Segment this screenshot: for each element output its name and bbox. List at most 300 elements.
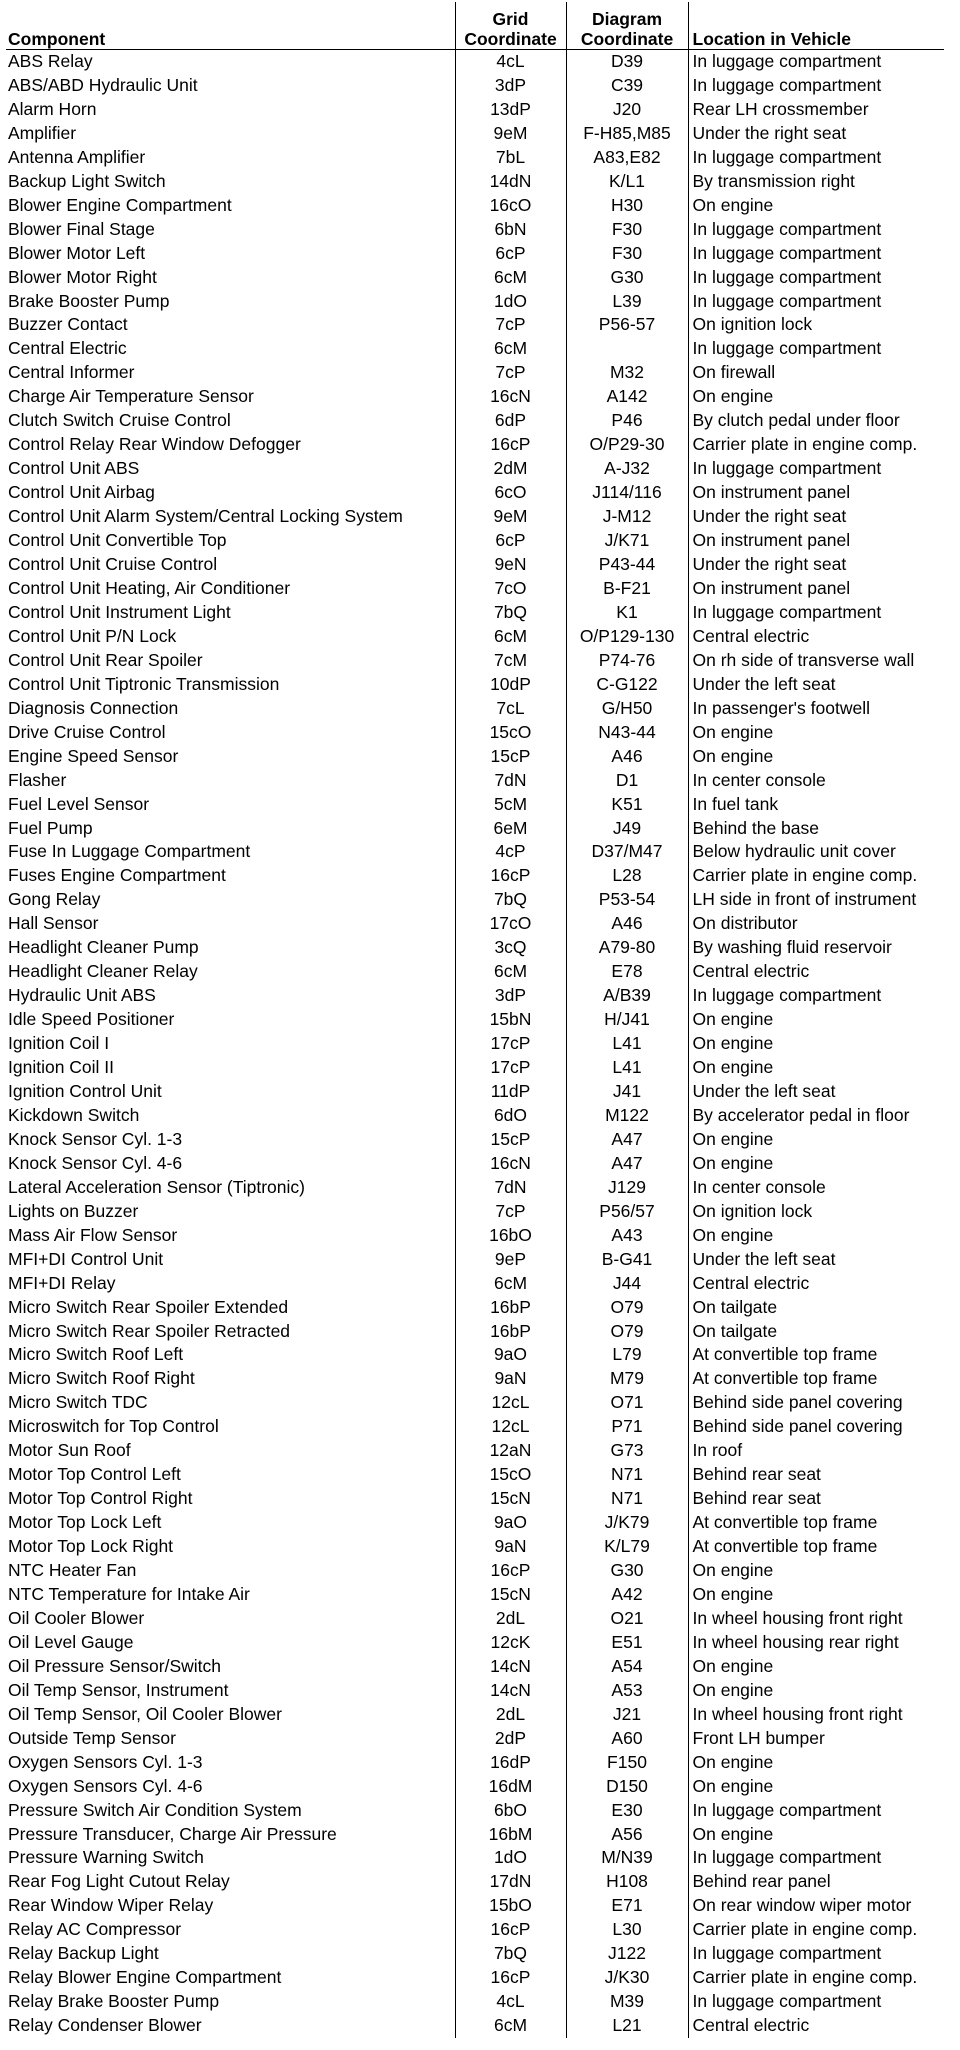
component-cell: Fuel Level Sensor: [8, 793, 150, 814]
table-row: [6, 242, 944, 266]
grid-coordinate-cell: 1dO: [455, 290, 566, 314]
component-cell: Relay Backup Light: [8, 1943, 159, 1964]
grid-coordinate-cell: 3dP: [455, 74, 566, 98]
location-cell: At convertible top frame: [688, 1511, 944, 1535]
table-row: [6, 1008, 944, 1032]
location-cell: Under the left seat: [688, 673, 944, 697]
table-row: [6, 1128, 944, 1152]
component-cell: Micro Switch TDC: [8, 1392, 148, 1413]
grid-coordinate-cell: 17cP: [455, 1056, 566, 1080]
table-row: [6, 1751, 944, 1775]
component-cell: Rear Window Wiper Relay: [8, 1895, 214, 1916]
location-cell: Central electric: [688, 2014, 944, 2038]
diagram-coordinate-cell: N71: [566, 1463, 688, 1487]
diagram-coordinate-cell: A43: [566, 1224, 688, 1248]
table-row: [6, 1463, 944, 1487]
location-cell: On engine: [688, 1751, 944, 1775]
table-row: [6, 840, 944, 864]
grid-coordinate-cell: 17cO: [455, 912, 566, 936]
diagram-coordinate-cell: K/L79: [566, 1535, 688, 1559]
grid-coordinate-cell: 6cP: [455, 242, 566, 266]
location-cell: On engine: [688, 1655, 944, 1679]
component-cell: Backup Light Switch: [8, 170, 166, 191]
grid-coordinate-cell: 17cP: [455, 1032, 566, 1056]
table-row: [6, 433, 944, 457]
location-cell: By washing fluid reservoir: [688, 936, 944, 960]
location-cell: In roof: [688, 1439, 944, 1463]
diagram-coordinate-cell: L39: [566, 290, 688, 314]
grid-coordinate-cell: 16cP: [455, 864, 566, 888]
table-row: [6, 769, 944, 793]
location-cell: On rear window wiper motor: [688, 1894, 944, 1918]
component-cell: ABS Relay: [8, 51, 93, 71]
component-cell: Microswitch for Top Control: [8, 1416, 219, 1437]
grid-coordinate-cell: 15cP: [455, 1128, 566, 1152]
grid-coordinate-cell: 3cQ: [455, 936, 566, 960]
grid-coordinate-cell: 12cK: [455, 1631, 566, 1655]
grid-coordinate-cell: 6eM: [455, 817, 566, 841]
grid-coordinate-cell: 16dP: [455, 1751, 566, 1775]
diagram-coordinate-cell: L79: [566, 1343, 688, 1367]
diagram-coordinate-cell: L30: [566, 1918, 688, 1942]
diagram-coordinate-cell: P74-76: [566, 649, 688, 673]
component-cell: Buzzer Contact: [8, 314, 128, 335]
location-cell: By accelerator pedal in floor: [688, 1104, 944, 1128]
grid-coordinate-cell: 16bP: [455, 1320, 566, 1344]
grid-coordinate-cell: 16cP: [455, 1559, 566, 1583]
diagram-coordinate-cell: A/B39: [566, 984, 688, 1008]
grid-coordinate-cell: 7bQ: [455, 888, 566, 912]
table-row: [6, 1775, 944, 1799]
table-row: [6, 74, 944, 98]
component-cell: Knock Sensor Cyl. 4-6: [8, 1152, 183, 1173]
location-cell: In luggage compartment: [688, 601, 944, 625]
diagram-coordinate-cell: A53: [566, 1679, 688, 1703]
location-cell: In luggage compartment: [688, 1990, 944, 2014]
diagram-coordinate-cell: P46: [566, 409, 688, 433]
table-row: [6, 122, 944, 146]
component-cell: MFI+DI Control Unit: [8, 1248, 164, 1269]
grid-coordinate-cell: 2dP: [455, 1727, 566, 1751]
component-cell: Central Informer: [8, 362, 135, 383]
diagram-coordinate-cell: J/K30: [566, 1966, 688, 1990]
grid-coordinate-cell: 15cN: [455, 1583, 566, 1607]
diagram-coordinate-cell: H30: [566, 194, 688, 218]
location-cell: Carrier plate in engine comp.: [688, 433, 944, 457]
grid-coordinate-cell: 17dN: [455, 1870, 566, 1894]
location-cell: In luggage compartment: [688, 218, 944, 242]
diagram-coordinate-cell: J41: [566, 1080, 688, 1104]
table-row: [6, 1391, 944, 1415]
diagram-coordinate-cell: J20: [566, 98, 688, 122]
table-row: [6, 1559, 944, 1583]
grid-coordinate-cell: 7dN: [455, 769, 566, 793]
diagram-coordinate-cell: E71: [566, 1894, 688, 1918]
component-cell: Blower Engine Compartment: [8, 194, 232, 215]
location-cell: Behind rear seat: [688, 1463, 944, 1487]
grid-coordinate-cell: 7cL: [455, 697, 566, 721]
diagram-coordinate-cell: E51: [566, 1631, 688, 1655]
component-cell: Headlight Cleaner Pump: [8, 937, 199, 958]
header-diagram-coordinate: Diagram Coordinate: [566, 2, 688, 50]
component-cell: Relay Blower Engine Compartment: [8, 1967, 282, 1988]
component-cell: Oil Pressure Sensor/Switch: [8, 1655, 221, 1676]
grid-coordinate-cell: 11dP: [455, 1080, 566, 1104]
diagram-coordinate-cell: D37/M47: [566, 840, 688, 864]
component-cell: Hall Sensor: [8, 913, 99, 934]
component-cell: Control Unit Tiptronic Transmission: [8, 673, 280, 694]
diagram-coordinate-cell: A-J32: [566, 457, 688, 481]
table-row: [6, 1846, 944, 1870]
component-cell: Oil Temp Sensor, Instrument: [8, 1679, 229, 1700]
diagram-coordinate-cell: J122: [566, 1942, 688, 1966]
table-row: [6, 1248, 944, 1272]
table-row: [6, 793, 944, 817]
grid-coordinate-cell: 2dM: [455, 457, 566, 481]
grid-coordinate-cell: 9aN: [455, 1367, 566, 1391]
component-cell: Amplifier: [8, 122, 77, 143]
location-cell: On instrument panel: [688, 481, 944, 505]
table-row: [6, 553, 944, 577]
component-cell: Lateral Acceleration Sensor (Tiptronic): [8, 1176, 305, 1197]
grid-coordinate-cell: 14cN: [455, 1655, 566, 1679]
component-cell: Control Unit Cruise Control: [8, 554, 218, 575]
diagram-coordinate-cell: L21: [566, 2014, 688, 2038]
grid-coordinate-cell: 15cP: [455, 745, 566, 769]
location-cell: In wheel housing rear right: [688, 1631, 944, 1655]
table-row: [6, 1367, 944, 1391]
component-cell: Pressure Switch Air Condition System: [8, 1799, 302, 1820]
table-row: [6, 1870, 944, 1894]
grid-coordinate-cell: 6dP: [455, 409, 566, 433]
component-cell: Oxygen Sensors Cyl. 1-3: [8, 1751, 203, 1772]
grid-coordinate-cell: 10dP: [455, 673, 566, 697]
table-row: [6, 1727, 944, 1751]
table-row: [6, 721, 944, 745]
table-row: [6, 218, 944, 242]
grid-coordinate-cell: 14cN: [455, 1679, 566, 1703]
grid-coordinate-cell: 5cM: [455, 793, 566, 817]
location-cell: Central electric: [688, 625, 944, 649]
location-cell: On engine: [688, 385, 944, 409]
location-cell: On engine: [688, 1775, 944, 1799]
diagram-coordinate-cell: C39: [566, 74, 688, 98]
component-cell: Idle Speed Positioner: [8, 1009, 175, 1030]
table-row: [6, 170, 944, 194]
grid-coordinate-cell: 13dP: [455, 98, 566, 122]
component-cell: Relay AC Compressor: [8, 1919, 182, 1940]
location-cell: In luggage compartment: [688, 1846, 944, 1870]
grid-coordinate-cell: 7bQ: [455, 601, 566, 625]
diagram-coordinate-cell: A47: [566, 1152, 688, 1176]
diagram-coordinate-cell: A79-80: [566, 936, 688, 960]
table-row: [6, 313, 944, 337]
diagram-coordinate-cell: L41: [566, 1056, 688, 1080]
grid-coordinate-cell: 6cO: [455, 481, 566, 505]
table-row: [6, 1320, 944, 1344]
location-cell: Under the left seat: [688, 1248, 944, 1272]
diagram-coordinate-cell: K/L1: [566, 170, 688, 194]
component-cell: Fuse In Luggage Compartment: [8, 841, 251, 862]
diagram-coordinate-cell: A60: [566, 1727, 688, 1751]
component-cell: Motor Top Control Left: [8, 1464, 181, 1485]
component-cell: Relay Condenser Blower: [8, 2015, 202, 2036]
component-cell: Control Unit ABS: [8, 458, 140, 479]
diagram-coordinate-cell: A142: [566, 385, 688, 409]
table-row: [6, 290, 944, 314]
diagram-coordinate-cell: J-M12: [566, 505, 688, 529]
location-cell: Under the right seat: [688, 122, 944, 146]
location-cell: In wheel housing front right: [688, 1703, 944, 1727]
component-cell: Control Unit Rear Spoiler: [8, 649, 203, 670]
table-row: [6, 817, 944, 841]
diagram-coordinate-cell: A54: [566, 1655, 688, 1679]
table-row: [6, 529, 944, 553]
grid-coordinate-cell: 7cP: [455, 361, 566, 385]
diagram-coordinate-cell: J/K79: [566, 1511, 688, 1535]
table-row: [6, 1823, 944, 1847]
component-cell: Headlight Cleaner Relay: [8, 961, 198, 982]
diagram-coordinate-cell: A47: [566, 1128, 688, 1152]
location-cell: Behind rear panel: [688, 1870, 944, 1894]
table-body: [6, 50, 944, 2039]
component-cell: Control Unit Convertible Top: [8, 530, 227, 551]
table-row: [6, 1104, 944, 1128]
grid-coordinate-cell: 6cM: [455, 625, 566, 649]
grid-coordinate-cell: 4cL: [455, 1990, 566, 2014]
grid-coordinate-cell: 15cO: [455, 1463, 566, 1487]
diagram-coordinate-cell: D150: [566, 1775, 688, 1799]
grid-coordinate-cell: 7cP: [455, 1200, 566, 1224]
diagram-coordinate-cell: G30: [566, 266, 688, 290]
grid-coordinate-cell: 16cO: [455, 194, 566, 218]
diagram-coordinate-cell: M32: [566, 361, 688, 385]
component-cell: Relay Brake Booster Pump: [8, 1991, 220, 2012]
table-row: [6, 1272, 944, 1296]
grid-coordinate-cell: 7cP: [455, 313, 566, 337]
component-cell: Mass Air Flow Sensor: [8, 1224, 178, 1245]
grid-coordinate-cell: 2dL: [455, 1703, 566, 1727]
grid-coordinate-cell: 6bN: [455, 218, 566, 242]
table-row: [6, 888, 944, 912]
component-cell: Blower Motor Right: [8, 266, 157, 287]
component-cell: Control Unit Airbag: [8, 482, 155, 503]
location-cell: On engine: [688, 1056, 944, 1080]
diagram-coordinate-cell: A56: [566, 1823, 688, 1847]
component-cell: Kickdown Switch: [8, 1104, 140, 1125]
table-row: [6, 1631, 944, 1655]
component-cell: NTC Heater Fan: [8, 1560, 137, 1581]
location-cell: On instrument panel: [688, 577, 944, 601]
location-cell: In luggage compartment: [688, 146, 944, 170]
diagram-coordinate-cell: K1: [566, 601, 688, 625]
table-row: [6, 1152, 944, 1176]
component-table: [6, 2, 944, 2038]
component-cell: Micro Switch Roof Right: [8, 1368, 195, 1389]
diagram-coordinate-cell: A46: [566, 745, 688, 769]
component-cell: NTC Temperature for Intake Air: [8, 1584, 250, 1604]
location-cell: On engine: [688, 1152, 944, 1176]
location-cell: In luggage compartment: [688, 984, 944, 1008]
diagram-coordinate-cell: M39: [566, 1990, 688, 2014]
table-row: [6, 625, 944, 649]
grid-coordinate-cell: 9aO: [455, 1511, 566, 1535]
diagram-coordinate-cell: G/H50: [566, 697, 688, 721]
component-cell: Control Unit Instrument Light: [8, 601, 231, 622]
location-cell: Central electric: [688, 1272, 944, 1296]
component-cell: Diagnosis Connection: [8, 697, 179, 718]
table-row: [6, 1176, 944, 1200]
diagram-coordinate-cell: O79: [566, 1296, 688, 1320]
header-grid-coordinate: Grid Coordinate: [455, 2, 566, 50]
location-cell: Carrier plate in engine comp.: [688, 1918, 944, 1942]
location-cell: On engine: [688, 1679, 944, 1703]
location-cell: In luggage compartment: [688, 74, 944, 98]
grid-coordinate-cell: 1dO: [455, 1846, 566, 1870]
location-cell: On engine: [688, 1128, 944, 1152]
table-row: [6, 266, 944, 290]
component-cell: Clutch Switch Cruise Control: [8, 410, 231, 431]
diagram-coordinate-cell: F-H85,M85: [566, 122, 688, 146]
component-cell: Motor Top Lock Right: [8, 1536, 174, 1557]
component-cell: Motor Top Control Right: [8, 1488, 193, 1509]
location-cell: On engine: [688, 194, 944, 218]
location-cell: In luggage compartment: [688, 1799, 944, 1823]
component-cell: Control Unit P/N Lock: [8, 625, 177, 646]
component-cell: Micro Switch Roof Left: [8, 1344, 184, 1365]
table-row: [6, 1439, 944, 1463]
table-row: [6, 337, 944, 361]
diagram-coordinate-cell: P71: [566, 1415, 688, 1439]
component-cell: Motor Sun Roof: [8, 1440, 131, 1461]
location-cell: Under the left seat: [688, 1080, 944, 1104]
grid-coordinate-cell: 16cP: [455, 1966, 566, 1990]
grid-coordinate-cell: 7bL: [455, 146, 566, 170]
component-cell: Oxygen Sensors Cyl. 4-6: [8, 1775, 203, 1796]
location-cell: At convertible top frame: [688, 1535, 944, 1559]
grid-coordinate-cell: 6cP: [455, 529, 566, 553]
location-cell: In luggage compartment: [688, 50, 944, 74]
component-cell: Engine Speed Sensor: [8, 745, 179, 766]
diagram-coordinate-cell: E78: [566, 960, 688, 984]
location-cell: On ignition lock: [688, 313, 944, 337]
component-cell: Rear Fog Light Cutout Relay: [8, 1871, 230, 1892]
component-cell: Control Relay Rear Window Defogger: [8, 434, 301, 455]
table-row: [6, 960, 944, 984]
location-cell: In fuel tank: [688, 793, 944, 817]
location-cell: On engine: [688, 721, 944, 745]
diagram-coordinate-cell: H108: [566, 1870, 688, 1894]
diagram-coordinate-cell: O79: [566, 1320, 688, 1344]
table-row: [6, 1583, 944, 1607]
component-cell: Flasher: [8, 769, 67, 790]
grid-coordinate-cell: 14dN: [455, 170, 566, 194]
grid-coordinate-cell: 7cO: [455, 577, 566, 601]
diagram-coordinate-cell: M122: [566, 1104, 688, 1128]
table-row: [6, 984, 944, 1008]
component-location-document: [6, 2, 944, 2038]
component-cell: Micro Switch Rear Spoiler Extended: [8, 1296, 289, 1317]
table-row: [6, 361, 944, 385]
diagram-coordinate-cell: F30: [566, 218, 688, 242]
location-cell: In luggage compartment: [688, 266, 944, 290]
component-cell: Micro Switch Rear Spoiler Retracted: [8, 1320, 291, 1341]
component-cell: Pressure Warning Switch: [8, 1847, 204, 1868]
diagram-coordinate-cell: O/P129-130: [566, 625, 688, 649]
location-cell: In luggage compartment: [688, 1942, 944, 1966]
table-row: [6, 146, 944, 170]
diagram-coordinate-cell: J129: [566, 1176, 688, 1200]
diagram-coordinate-cell: J44: [566, 1272, 688, 1296]
table-row: [6, 1679, 944, 1703]
location-cell: Behind side panel covering: [688, 1415, 944, 1439]
grid-coordinate-cell: 15cO: [455, 721, 566, 745]
component-cell: Brake Booster Pump: [8, 290, 170, 311]
table-row: [6, 1032, 944, 1056]
grid-coordinate-cell: 16bP: [455, 1296, 566, 1320]
component-cell: Fuses Engine Compartment: [8, 865, 226, 886]
location-cell: Front LH bumper: [688, 1727, 944, 1751]
grid-coordinate-cell: 4cP: [455, 840, 566, 864]
diagram-coordinate-cell: D39: [566, 50, 688, 74]
location-cell: On tailgate: [688, 1320, 944, 1344]
component-cell: Control Unit Heating, Air Conditioner: [8, 577, 291, 598]
diagram-coordinate-cell: [566, 337, 688, 361]
location-cell: On distributor: [688, 912, 944, 936]
location-cell: Behind rear seat: [688, 1487, 944, 1511]
diagram-coordinate-cell: J/K71: [566, 529, 688, 553]
grid-coordinate-cell: 3dP: [455, 984, 566, 1008]
diagram-coordinate-cell: P43-44: [566, 553, 688, 577]
location-cell: On firewall: [688, 361, 944, 385]
grid-coordinate-cell: 15cN: [455, 1487, 566, 1511]
component-cell: ABS/ABD Hydraulic Unit: [8, 74, 198, 95]
header-row: [6, 2, 944, 50]
grid-coordinate-cell: 16cP: [455, 433, 566, 457]
diagram-coordinate-cell: L28: [566, 864, 688, 888]
table-row: [6, 912, 944, 936]
grid-coordinate-cell: 12cL: [455, 1391, 566, 1415]
component-cell: Gong Relay: [8, 889, 101, 910]
diagram-coordinate-cell: H/J41: [566, 1008, 688, 1032]
diagram-coordinate-cell: N71: [566, 1487, 688, 1511]
location-cell: In luggage compartment: [688, 242, 944, 266]
table-row: [6, 1918, 944, 1942]
grid-coordinate-cell: 7cM: [455, 649, 566, 673]
diagram-coordinate-cell: G30: [566, 1559, 688, 1583]
location-cell: On engine: [688, 1224, 944, 1248]
diagram-coordinate-cell: C-G122: [566, 673, 688, 697]
diagram-coordinate-cell: P56/57: [566, 1200, 688, 1224]
location-cell: On engine: [688, 745, 944, 769]
component-cell: Oil Level Gauge: [8, 1631, 134, 1652]
diagram-coordinate-cell: E30: [566, 1799, 688, 1823]
grid-coordinate-cell: 6dO: [455, 1104, 566, 1128]
location-cell: Below hydraulic unit cover: [688, 840, 944, 864]
grid-coordinate-cell: 12cL: [455, 1415, 566, 1439]
table-row: [6, 649, 944, 673]
component-cell: Drive Cruise Control: [8, 721, 166, 742]
grid-coordinate-cell: 6cM: [455, 960, 566, 984]
grid-coordinate-cell: 9eP: [455, 1248, 566, 1272]
component-cell: Central Electric: [8, 338, 127, 359]
header-location: Location in Vehicle: [688, 2, 944, 50]
diagram-coordinate-cell: O/P29-30: [566, 433, 688, 457]
table-row: [6, 1080, 944, 1104]
location-cell: On engine: [688, 1823, 944, 1847]
table-row: [6, 409, 944, 433]
location-cell: Carrier plate in engine comp.: [688, 864, 944, 888]
